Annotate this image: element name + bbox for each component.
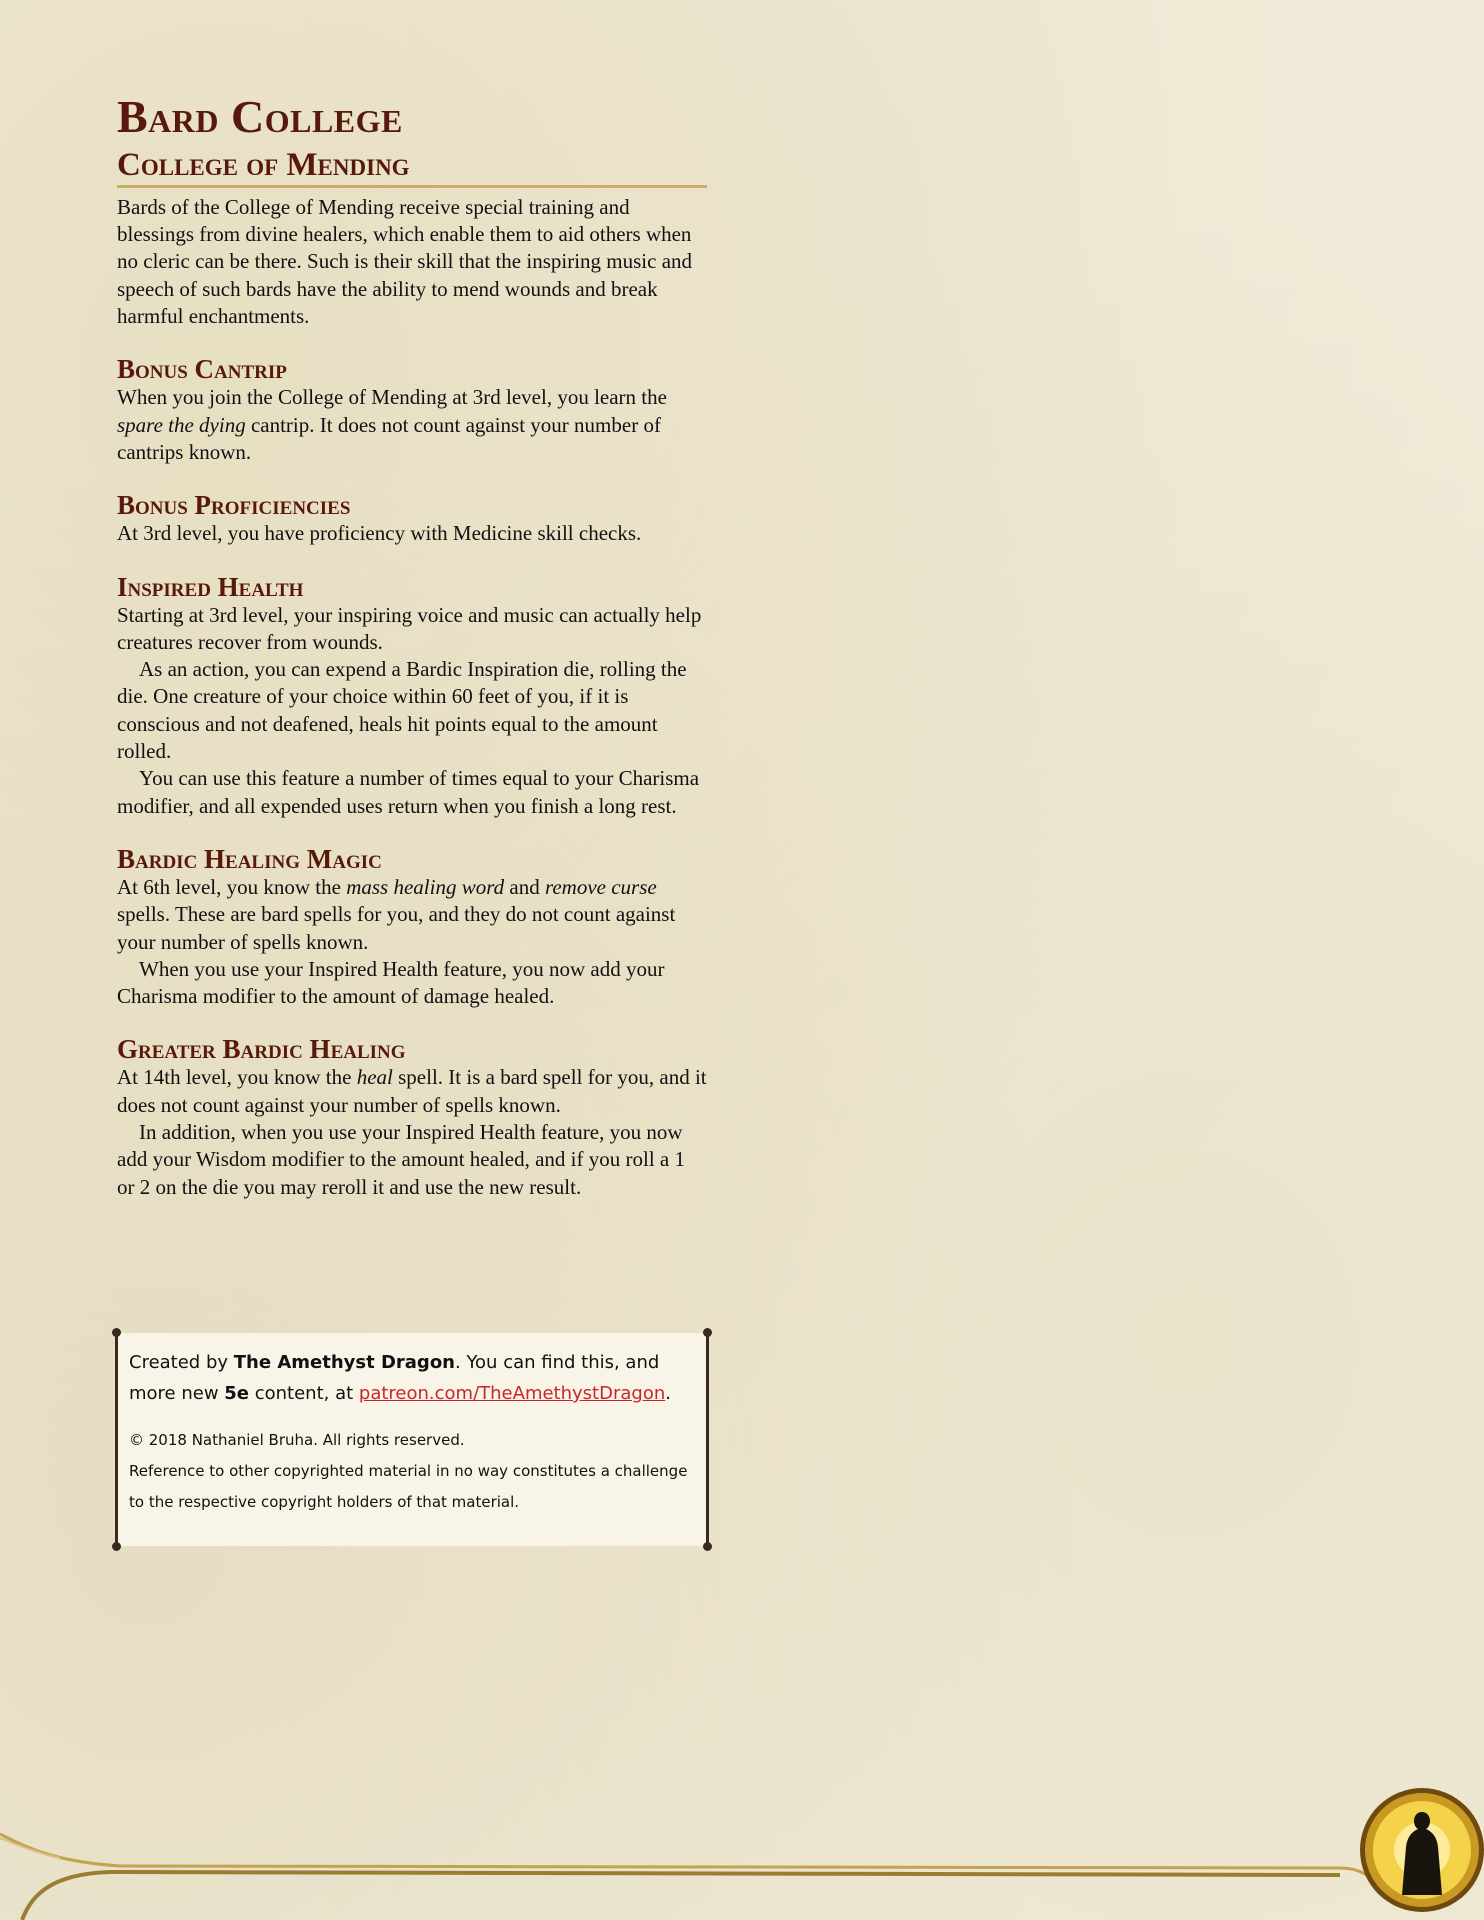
- greater-bardic-healing-text-1: At 14th level, you know the heal spell. It is a bard spell for you, and it does not count against your number of spells known.: [117, 1065, 707, 1117]
- author-name: The Amethyst Dragon: [233, 1352, 455, 1373]
- bardic-healing-magic-text-2: When you use your Inspired Health feature, you now add your Charisma modifier to the amount of damage healed.: [117, 956, 665, 1009]
- footer-flourish-line: [0, 1834, 1380, 1890]
- page-footer-ornament: [0, 1750, 1484, 1920]
- spell-name: remove curse: [544, 874, 657, 899]
- bonus-proficiencies-text: At 3rd level, you have proficiency with Medicine skill checks.: [117, 521, 642, 546]
- greater-bardic-healing-text-2: In addition, when you use your Inspired Health feature, you now add your Wisdom modifier to the amount healed, and if you roll a 1 or 2 on the die you may reroll it and use the new result.: [117, 1120, 685, 1199]
- copyright-line: © 2018 Nathaniel Bruha. All rights reserved.: [129, 1431, 465, 1449]
- edition-label: 5e: [224, 1383, 250, 1404]
- main-column: [117, 92, 707, 1201]
- class-emblem-icon: [1360, 1788, 1484, 1912]
- greater-bardic-healing-heading: Greater Bardic Healing: [117, 1034, 406, 1065]
- bonus-proficiencies-heading: Bonus Proficiencies: [117, 490, 351, 521]
- subclass-title: College of Mending: [117, 147, 707, 188]
- bonus-cantrip-heading: Bonus Cantrip: [117, 354, 287, 385]
- spell-name: heal: [356, 1065, 393, 1090]
- inspired-health-text-1: Starting at 3rd level, your inspiring voice and music can actually help creatures recover from wounds.: [117, 602, 702, 654]
- patreon-link[interactable]: patreon.com/TheAmethystDragon: [358, 1383, 666, 1404]
- spell-name: spare the dying: [117, 412, 246, 437]
- inspired-health-heading: Inspired Health: [117, 571, 304, 602]
- bonus-cantrip-text: When you join the College of Mending at 3rd level, you learn the spare the dying cantrip. It does not count against your number of cantrips known.: [117, 385, 667, 464]
- inspired-health-text-2: As an action, you can expend a Bardic Inspiration die, rolling the die. One creature of your choice within 60 feet of you, if it is conscious and not deafened, heals hit points equal to the amount rolled.: [117, 657, 687, 764]
- credits-note-box: [117, 1333, 707, 1546]
- note-border-right: [706, 1331, 709, 1548]
- disclaimer-line: Reference to other copyrighted material in no way constitutes a challenge to the respective copyright holders of that material.: [129, 1462, 688, 1511]
- note-corner-knob: [703, 1542, 712, 1551]
- inspired-health-text-3: You can use this feature a number of times equal to your Charisma modifier, and all expended uses return when you finish a long rest.: [117, 766, 700, 818]
- bardic-healing-magic-text-1: At 6th level, you know the mass healing word and remove curse spells. These are bard spells for you, and they do not count against your number of spells known.: [117, 874, 676, 954]
- page-title: Bard College: [117, 91, 403, 142]
- note-corner-knob: [112, 1328, 121, 1337]
- credit-line: Created by The Amethyst Dragon. You can find this, and more new 5e content, at patreon.com/TheAmethystDragon.: [129, 1352, 671, 1404]
- note-corner-knob: [703, 1328, 712, 1337]
- intro-paragraph: Bards of the College of Mending receive special training and blessings from divine healers, which enable them to aid others when no cleric can be there. Such is their skill that the inspiring music and speech of such bards have the ability to mend wounds and break harmful enchantments.: [117, 194, 693, 329]
- note-corner-knob: [112, 1542, 121, 1551]
- spell-name: mass healing word: [346, 874, 505, 899]
- footer-border-line: [22, 1872, 1340, 1920]
- note-border-left: [115, 1331, 118, 1548]
- bardic-healing-magic-heading: Bardic Healing Magic: [117, 843, 382, 874]
